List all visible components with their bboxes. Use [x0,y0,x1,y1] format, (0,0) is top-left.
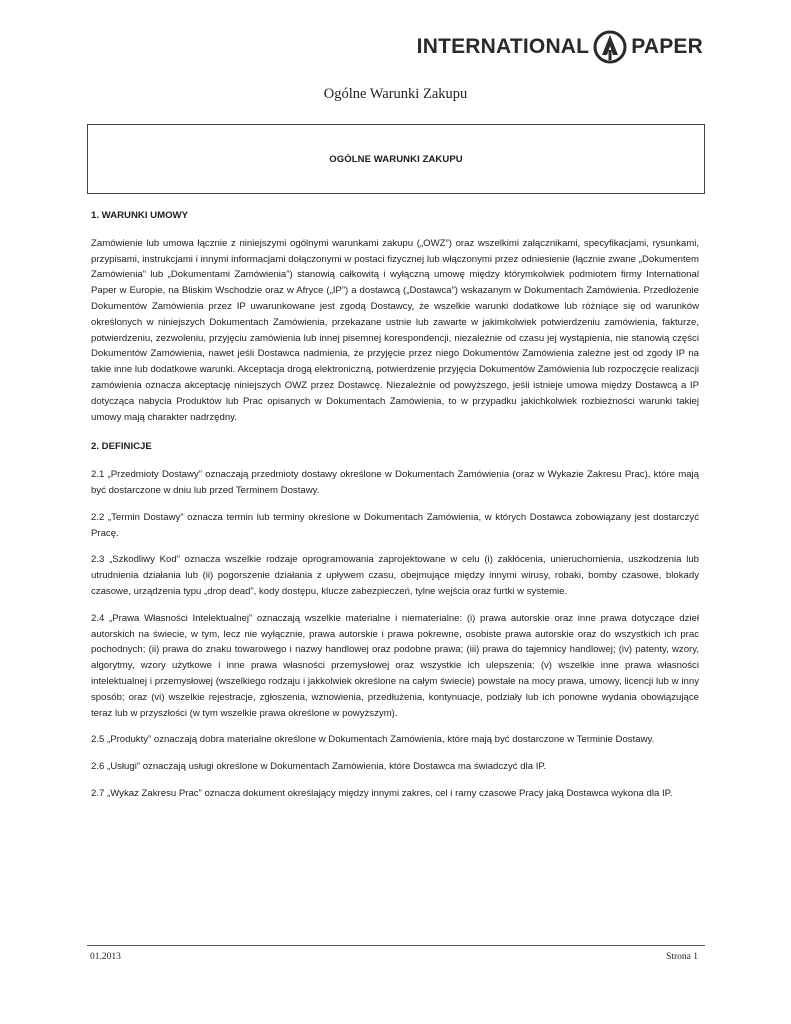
footer-date: 01.2013 [90,952,121,962]
footer-page-number: Strona 1 [666,952,698,962]
logo-text-left: INTERNATIONAL [416,35,590,58]
document-body [91,208,699,813]
definition-paragraph: 2.5 „Produkty” oznaczają dobra materialne określone w Dokumentach Zamówienia, które mają być dostarczone w Terminie Dostawy. [91,734,655,746]
title-box [87,124,705,194]
definition-paragraph: 2.6 „Usługi” oznaczają usługi określone w Dokumentach Zamówienia, które Dostawca ma świadczyć dla IP. [91,761,547,773]
document-header-title: Ogólne Warunki Zakupu [323,86,468,102]
definition-paragraph: 2.4 „Prawa Własności Intelektualnej” oznaczają wszelkie materialne i niematerialne: (i) prawa autorskie oraz inne prawa dotyczące dzieł autorskich na świecie, w tym, lecz nie wyłącznie, prawa autorskie i prawa pokrewne, osobiste prawa autorskie oraz do wszystkich ich prac pochodnych; (ii) prawa do znaku towarowego i nazwy handlowej oraz podobne prawa; (iii) prawa do tajemnicy handlowej; (iv) patenty, wzory, algorytmy, wzory użytkowe i inne prawa własności przemysłowej oraz wszystkie ich ulepszenia; (v) wszelkie inne prawa własności intelektualnej i przemysłowej (wszelkiego rodzaju i jakkolwiek określone na całym świecie) powstałe na mocy prawa, umowy, licencji lub w inny sposób; oraz (vi) wszelkie rejestracje, zgłoszenia, wznowienia, przedłużenia, kontynuacje, podziały lub ich ponowne wydania obowiązujące teraz lub w przyszłości (w tym wszelkie prawa określone w powyższym). [91,612,699,719]
definition-paragraph: 2.1 „Przedmioty Dostawy” oznaczają przedmioty dostawy określone w Dokumentach Zamówienia (oraz w Wykazie Zakresu Prac), które mają być dostarczone w dniu lub przed Terminem Dostawy. [91,469,699,496]
tree-logo-icon [593,30,627,64]
paragraph: Zamówienie lub umowa łącznie z niniejszymi ogólnymi warunkami zakupu („OWZ”) oraz wszelkimi załącznikami, specyfikacjami, rysunkami, przypisami, instrukcjami i innymi informacjami dołączonymi w postaci fizycznej lub włączonymi przez odniesienie (łącznie zwane „Dokumentem Zamówienia” lub „Dokumentami Zamówienia”) stanowią całkowitą i wyłączną umowę między którymkolwiek podmiotem firmy International Paper w Europie, na Bliskim Wschodzie oraz w Afryce („IP”) a dostawcą („Dostawca”) wskazanym w Dokumentach Zamówienia. Przedłożenie Dokumentów Zamówienia przez IP uwarunkowane jest zgodą Dostawcy, że wszelkie warunki dodatkowe lub różniące się od warunków określonych w niniejszych Dokumentach Zamówienia, przekazane ustnie lub zawarte w jakimkolwiek potwierdzeniu zamówienia, fakturze, potwierdzeniu, zezwoleniu, przyjęciu zamówienia lub innej pisemnej korespondencji, niezależnie od czasu jej wystąpienia, nie stanowią części Dokumentów Zamówienia, nawet jeśli Dostawca nadmienia, że przyjęcie przez niego Dokumentów Zamówienia zależne jest od zgody IP na takie inne lub dodatkowe warunki. Akceptacja drogą elektroniczną, potwierdzenie przyjęcia Dokumentów Zamówienia lub rozpoczęcie realizacji zamówienia oznacza akceptację niniejszych OWZ przez Dostawcę. Niezależnie od powyższego, jeśli istnieje umowa między Dostawcą a IP dotycząca nabycia Produktów lub Prac opisanych w Dokumentach Zamówienia, to w przypadku jakichkolwiek rozbieżności warunki takiej umowy mają charakter nadrzędny. [91,237,699,423]
footer-divider [87,945,705,946]
section-heading: 1. WARUNKI UMOWY [91,210,189,221]
definition-paragraph: 2.7 „Wykaz Zakresu Prac” oznacza dokument określający między innymi zakres, cel i ramy czasowe Pracy jaką Dostawca wykona dla IP. [91,787,673,799]
definition-paragraph: 2.3 „Szkodliwy Kod” oznacza wszelkie rodzaje oprogramowania zaprojektowane w celu (i) zakłócenia, unieruchomienia, uszkodzenia lub utrudnienia działania lub (ii) pogorszenie działania z upływem czasu, obejmujące między innymi wirusy, robaki, bomby czasowe, blokady czasowe, urządzenia typu „drop dead”, kody dostępu, klucze zabezpieczeń, tylne wejścia oraz furtki w systemie. [91,554,699,597]
title-box-text: OGÓLNE WARUNKI ZAKUPU [329,153,463,165]
section-heading: 2. DEFINICJE [91,441,152,453]
definition-paragraph: 2.2 „Termin Dostawy” oznacza termin lub terminy określone w Dokumentach Zamówienia, w których Dostawca zobowiązany jest dostarczyć Pracę. [91,511,699,539]
company-logo [417,30,703,64]
logo-text-right: PAPER [631,35,703,58]
